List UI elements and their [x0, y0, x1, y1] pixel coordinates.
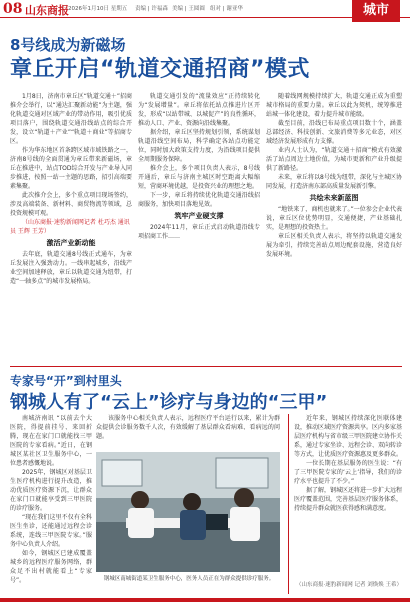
lead-col3-side-paragraph: 章丘区相关负责人表示，将坚持以轨道交通发展为牵引，持续完善站点周边配套设施，营造良好发展环境。: [266, 233, 402, 258]
lead-col3-paragraph: 业内人士认为，“轨道交通＋招商”模式有效激活了站点周边土地价值，为城市更新和产业升级提供了新路径。: [266, 147, 402, 172]
lead-col3-paragraph: 未来，章丘将以8号线为纽带，深化与主城区协同发展，打造济南东部高质量发展新引擎。: [266, 174, 402, 190]
lead-col2-paragraph: 轨道交通引发的“流量效应”正持续转化为“发展增量”。章丘将依托站点推进片区开发，形成“以站带城、以城促产”的良性循环，推动人口、产业、资源向沿线集聚。: [138, 93, 260, 127]
feature-col3-paragraph: 一位长期在基层服务的医生说：“有了三甲医院专家的‘云上’指导，我们的诊疗水平也提升了不少。”: [294, 460, 402, 485]
lead-col2-side-paragraph: 2024年11月，章丘正式启动轨道沿线专项招商工作……: [138, 224, 260, 240]
feature-col1-paragraph: “现在我们这里不仅有全科医生坐诊，还能通过远程会诊系统，连线三甲医院专家。”服务中心负责人介绍。: [10, 514, 92, 548]
bottom-border: [0, 598, 410, 602]
lead-headline: 章丘开启“轨道交通招商”模式: [10, 57, 310, 82]
story-divider: [10, 366, 402, 367]
editor-credit: 责编 | 许福森: [135, 6, 168, 12]
clinic-photo-illustration: [96, 452, 280, 572]
lead-column-1: [10, 92, 132, 362]
proofreader-credit: 组对 | 谢亚华: [210, 6, 243, 12]
publish-date: 2026年1月10日 星期五: [68, 6, 128, 12]
lead-col3-side-paragraph: “地铁来了，商机也就来了。”一位参会企业代表说，章丘区位优势明显，交通便捷，产业基础扎实，是理想的投资热土。: [266, 206, 402, 231]
feature-column-2: [96, 414, 280, 450]
column-divider: [288, 414, 289, 594]
lead-col2-paragraph: 推介会上，多个项目负责人表示，8号线开通后，章丘与济南主城区时空距离大幅缩短，营商环境优越，是投资兴业的理想之地。: [138, 165, 260, 190]
feature-column-1: [10, 414, 92, 594]
section-tag: 城市: [352, 0, 400, 22]
page-number: 08: [3, 1, 23, 17]
clinic-photo: [96, 452, 280, 572]
feature-col1-paragraph: 2025年，钢城区对基层卫生医疗机构进行提升改造，推动优质医疗资源下沉，让群众在家门口就能享受到三甲医院的诊疗服务。: [10, 469, 92, 512]
lead-col1-paragraph: 此次推介会上，多个重点项目现场签约，涉及高端装备、新材料、商贸物流等领域，总投资规模可观。: [10, 192, 132, 217]
lead-col3-paragraph: 截至目前，沿线已布局重点项目数十个，涵盖总部经济、科技创新、文旅消费等多元业态，对区域经济发展形成有力支撑。: [266, 120, 402, 145]
feature-col1-paragraph: 如今，钢城区已建成覆盖城乡的远程医疗服务网络，群众足不出村就能看上“专家号”。: [10, 550, 92, 584]
page-masthead: [0, 0, 410, 18]
lead-column-2: [138, 92, 260, 362]
feature-column-3: [294, 414, 402, 574]
designer-credit: 美编 | 王圆圆: [172, 6, 205, 12]
lead-byline: （山东商报·速豹新闻网记者 杜巧杰 通讯员 王辉 王芳）: [10, 219, 130, 235]
lead-col2-paragraph: 下一步，章丘将持续优化轨道交通沿线招商服务，加快项目落地见效。: [138, 192, 260, 208]
feature-byline: （山东商报·速豹新闻网 记者 刘焕焕 王希）: [296, 582, 402, 588]
lead-subhead-3: 共绘未来新蓝图: [309, 194, 359, 202]
lead-col1-side-paragraph: 去年底，轨道交通8号线正式通车，为章丘发展注入强劲动力。一线串起城乡，沿线产业空间加速释放，章丘以轨道交通为纽带，打造“一轴多点”的城市发展格局。: [10, 251, 132, 285]
feature-headline: 钢城人有了“云上”诊疗与身边的“三甲”: [10, 392, 328, 413]
lead-col1-paragraph: 作为华东地区首条跨区域市域铁路之一，济南8号线的全面贯通为章丘带来新磁场，章丘在推进中，站点TOD综合开发与产业导入同步推进，按照一站一主题的思路，招引高端要素集聚。: [10, 147, 132, 190]
lead-column-3: [266, 92, 402, 362]
feature-col3-paragraph: 近年来，钢城区持续深化医联体建设，推动区域医疗资源共享。区内多家基层医疗机构与省市级三甲医院建立协作关系，通过专家坐诊、远程会诊、双向转诊等方式，让优质医疗资源惠及更多群众。: [294, 415, 402, 458]
lead-subhead-2: 筑牢产业硬支撑: [174, 212, 224, 220]
feature-kicker: 专家号“开”到村里头: [10, 374, 122, 388]
newspaper-logo: 山东商报: [25, 4, 69, 17]
lead-col2-paragraph: 据介绍，章丘区坚持规划引领，系统谋划轨道沿线空间布局，科学确定各站点功能定位，同时加大政策支持力度，为沿线项目提供全周期服务保障。: [138, 129, 260, 163]
feature-col1-paragraph: 南城济南讯 “以前去个大医院，得提前挂号、来回折腾，现在在家门口就能找三甲医院的专家看病。”近日，在钢城区某社区卫生服务中心，一位患者感慨地说。: [10, 415, 92, 467]
lead-col3-paragraph: 随着线网规模持续扩大，轨道交通正成为重塑城市格局的重要力量。章丘以此为契机，统筹推进站城一体化建设，着力提升城市能级。: [266, 93, 402, 118]
feature-col3-paragraph: 据了解，钢城区还将进一步扩大远程医疗覆盖范围，完善基层医疗服务体系，持续提升群众就医获得感和满意度。: [294, 487, 402, 512]
lead-kicker: 8号线成为新磁场: [10, 36, 126, 54]
photo-caption: 钢城区南城街道某卫生服务中心，医务人员正在为群众提供诊疗服务。: [103, 576, 275, 582]
feature-col2-paragraph: 该服务中心相关负责人表示，远程医疗平台运行以来，累计为群众提供会诊服务数千人次，有效缓解了基层群众看病难、看病远的问题。: [96, 415, 280, 440]
lead-subhead-1: 激活产业新动能: [46, 239, 96, 247]
lead-col1-paragraph: 1月8日，济南市章丘区“轨道交通＋”招商推介会举行，以“通达汇聚新动能”为主题，强化轨道交通对区域产业的带动作用，吸引优质项目落户，围绕轨道交通沿线站点的综合开发，设立“轨道＋产业”“轨道＋商业”等招商专区。: [10, 93, 132, 145]
